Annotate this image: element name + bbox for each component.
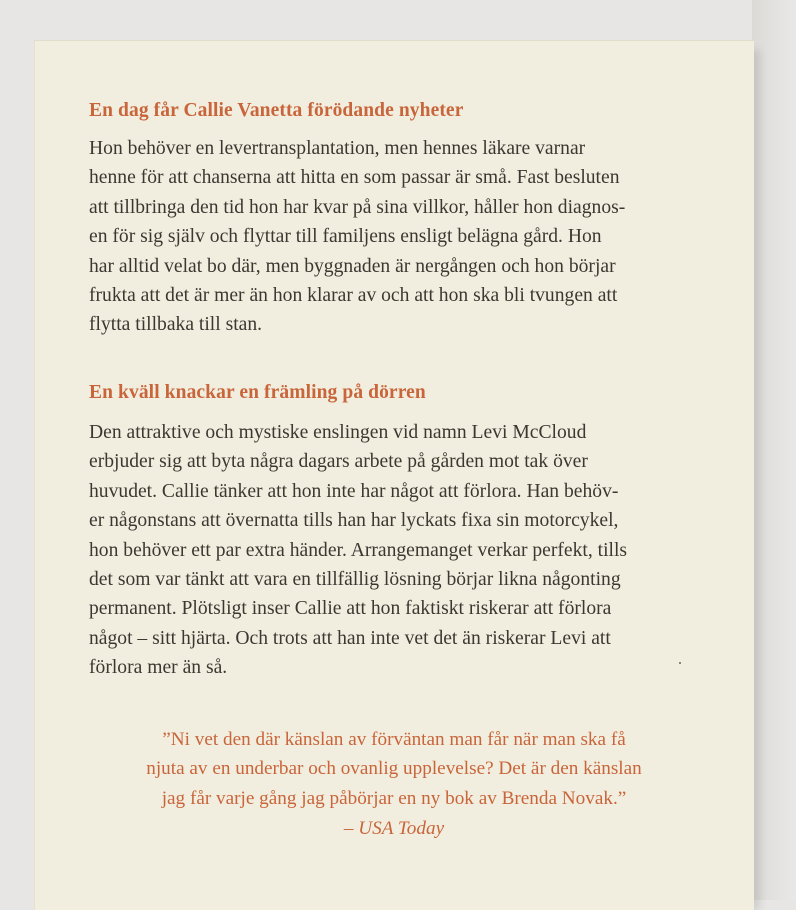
paper-speck <box>679 662 681 664</box>
body-line: huvudet. Callie tänker att hon inte har något att förlora. Han behöv- <box>89 480 619 502</box>
quote-line: ”Ni vet den där känslan av förväntan man får när man ska få <box>162 729 626 750</box>
section-heading-1: En dag får Callie Vanetta förödande nyheter <box>89 100 464 121</box>
body-line: er någonstans att övernatta tills han har lyckats fixa sin motorcykel, <box>89 510 619 532</box>
quote-line: njuta av en underbar och ovanlig upplevelse? Det är den känslan <box>146 758 642 780</box>
body-line: en för sig själv och flyttar till familjens ensligt belägna gård. Hon <box>89 226 602 248</box>
body-line: permanent. Plötsligt inser Callie att hon faktiskt riskerar att förlora <box>89 598 612 620</box>
section-body-2 <box>89 418 709 683</box>
book-back-cover <box>34 40 754 910</box>
body-line: Den attraktive och mystiske enslingen vid namn Levi McCloud <box>89 422 587 443</box>
body-line: frukta att det är mer än hon klarar av och att hon ska bli tvungen att <box>89 285 618 307</box>
body-line: att tillbringa den tid hon har kvar på sina villkor, håller hon diagnos- <box>89 196 626 218</box>
body-line: har alltid velat bo där, men byggnaden är nergången och hon börjar <box>89 255 616 277</box>
body-line: flytta tillbaka till stan. <box>89 314 263 336</box>
body-line: Hon behöver en levertransplantation, men hennes läkare varnar <box>89 138 586 159</box>
quote-attribution: – USA Today <box>343 818 445 839</box>
section-heading-2: En kväll knackar en främling på dörren <box>89 382 426 403</box>
quote-line: jag får varje gång jag påbörjar en ny bok av Brenda Novak.” <box>161 787 627 809</box>
body-line: något – sitt hjärta. Och trots att han inte vet det än riskerar Levi att <box>89 627 611 649</box>
section-body-1 <box>89 134 709 340</box>
body-line: hon behöver ett par extra händer. Arrangemanget verkar perfekt, tills <box>89 539 628 561</box>
body-line: förlora mer än så. <box>89 657 228 679</box>
body-line: det som var tänkt att vara en tillfällig lösning börjar likna någonting <box>89 569 621 591</box>
body-line: henne för att chanserna att hitta en som passar är små. Fast besluten <box>89 167 620 189</box>
review-quote <box>34 725 754 813</box>
body-line: erbjuder sig att byta några dagars arbete på gården mot tak över <box>89 451 588 473</box>
